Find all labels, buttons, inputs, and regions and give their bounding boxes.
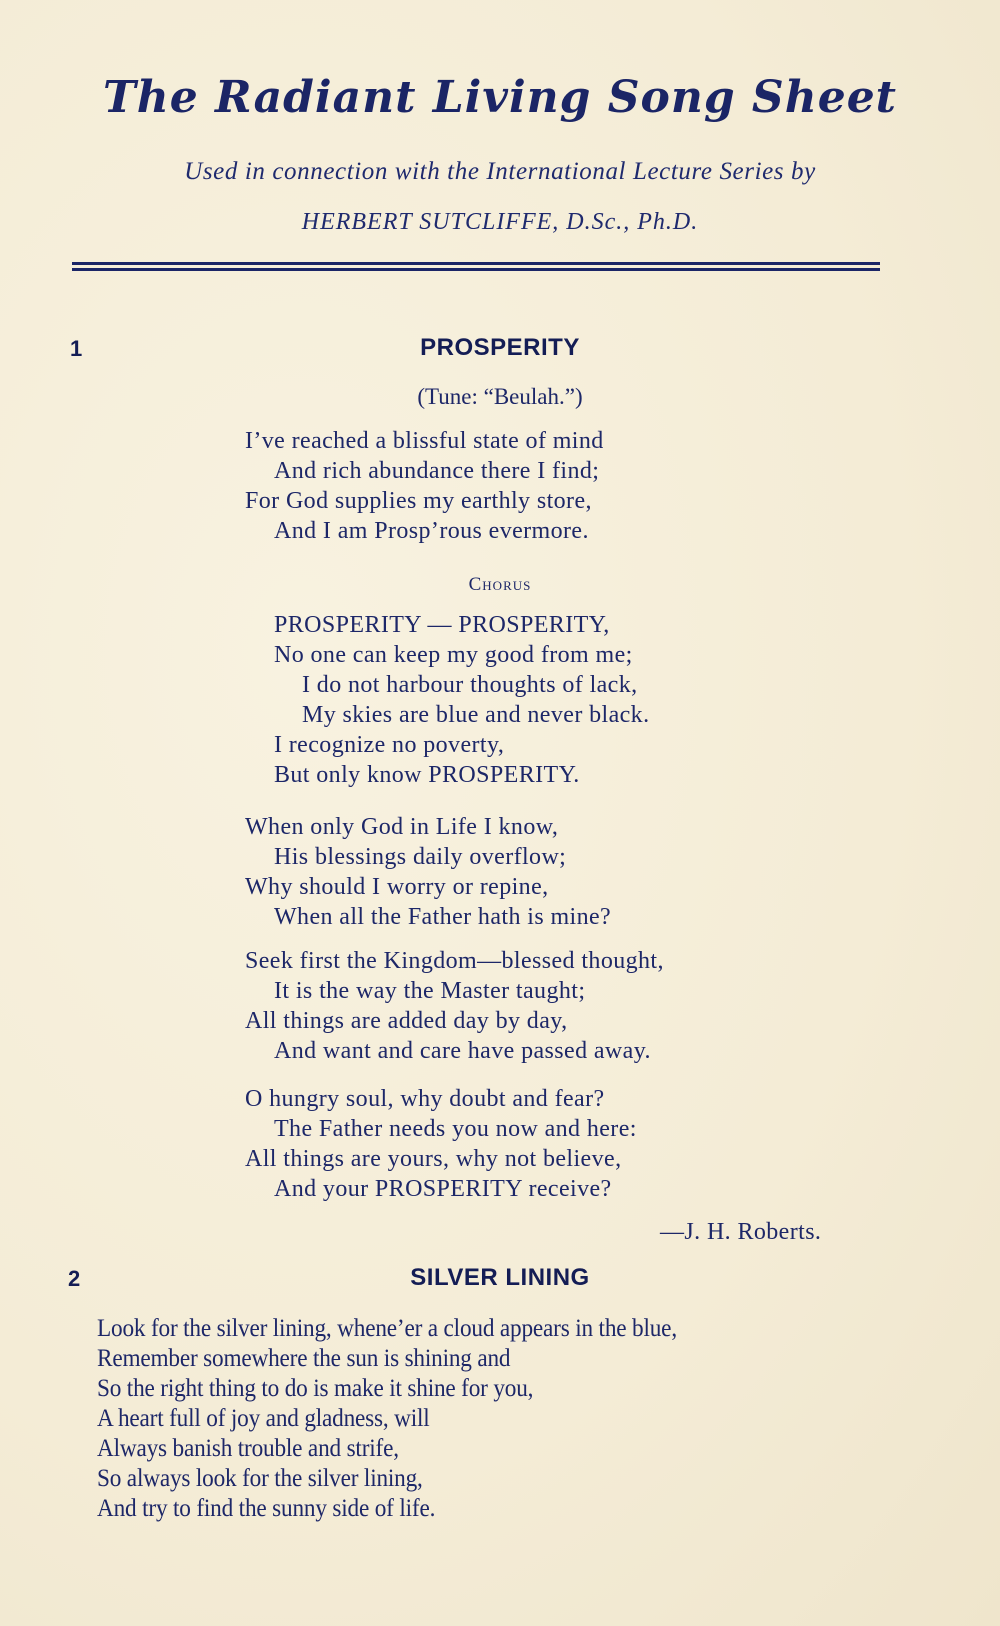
verse-line: His blessings daily overflow; (274, 844, 567, 870)
verse-line: The Father needs you now and here: (274, 1116, 637, 1142)
verse-line: For God supplies my earthly store, (245, 488, 592, 514)
verse-line: I’ve reached a blissful state of mind (245, 428, 604, 454)
page-title: The Radiant Living Song Sheet (102, 72, 898, 123)
lyric-line: Look for the silver lining, whene’er a cloud appears in the blue, (97, 1315, 677, 1342)
verse-line: Seek first the Kingdom—blessed thought, (245, 948, 664, 974)
lyric-line: So the right thing to do is make it shine for you, (97, 1375, 534, 1402)
chorus-line: I do not harbour thoughts of lack, (302, 672, 638, 698)
verse-line: All things are added day by day, (245, 1008, 568, 1034)
lyric-line: Always banish trouble and strife, (97, 1435, 399, 1462)
verse-line: And your PROSPERITY receive? (274, 1176, 612, 1202)
verse-line: And rich abundance there I find; (274, 458, 600, 484)
chorus-line: My skies are blue and never black. (302, 702, 650, 728)
verse-line: And I am Prosp’rous evermore. (274, 518, 589, 544)
header-divider-top (72, 262, 880, 265)
chorus-line: I recognize no poverty, (274, 732, 505, 758)
chorus-line: PROSPERITY — PROSPERITY, (274, 612, 610, 638)
lyric-line: Remember somewhere the sun is shining and (97, 1345, 511, 1372)
lyric-line: A heart full of joy and gladness, will (97, 1405, 430, 1432)
verse-line: When all the Father hath is mine? (274, 904, 612, 930)
song-title: PROSPERITY (420, 334, 580, 361)
chorus-label: Chorus (468, 574, 532, 595)
chorus-line: No one can keep my good from me; (274, 642, 633, 668)
header-divider-bottom (72, 268, 880, 271)
song-number: 2 (68, 1266, 81, 1291)
subtitle: Used in connection with the International Lecture Series by (184, 158, 816, 185)
verse-line: Why should I worry or repine, (245, 874, 549, 900)
verse-line: It is the way the Master taught; (274, 978, 586, 1004)
author: HERBERT SUTCLIFFE, D.Sc., Ph.D. (301, 209, 699, 235)
tune-note: (Tune: “Beulah.”) (417, 384, 583, 409)
verse-line: O hungry soul, why doubt and fear? (245, 1086, 605, 1112)
chorus-line: But only know PROSPERITY. (274, 762, 580, 788)
song-number: 1 (70, 336, 83, 361)
lyric-line: So always look for the silver lining, (97, 1465, 423, 1492)
verse-line: When only God in Life I know, (245, 814, 559, 840)
verse-line: And want and care have passed away. (274, 1038, 651, 1064)
attribution: —J. H. Roberts. (660, 1219, 822, 1245)
song-title: SILVER LINING (410, 1264, 590, 1291)
lyric-line: And try to find the sunny side of life. (97, 1495, 436, 1522)
verse-line: All things are yours, why not believe, (245, 1146, 622, 1172)
